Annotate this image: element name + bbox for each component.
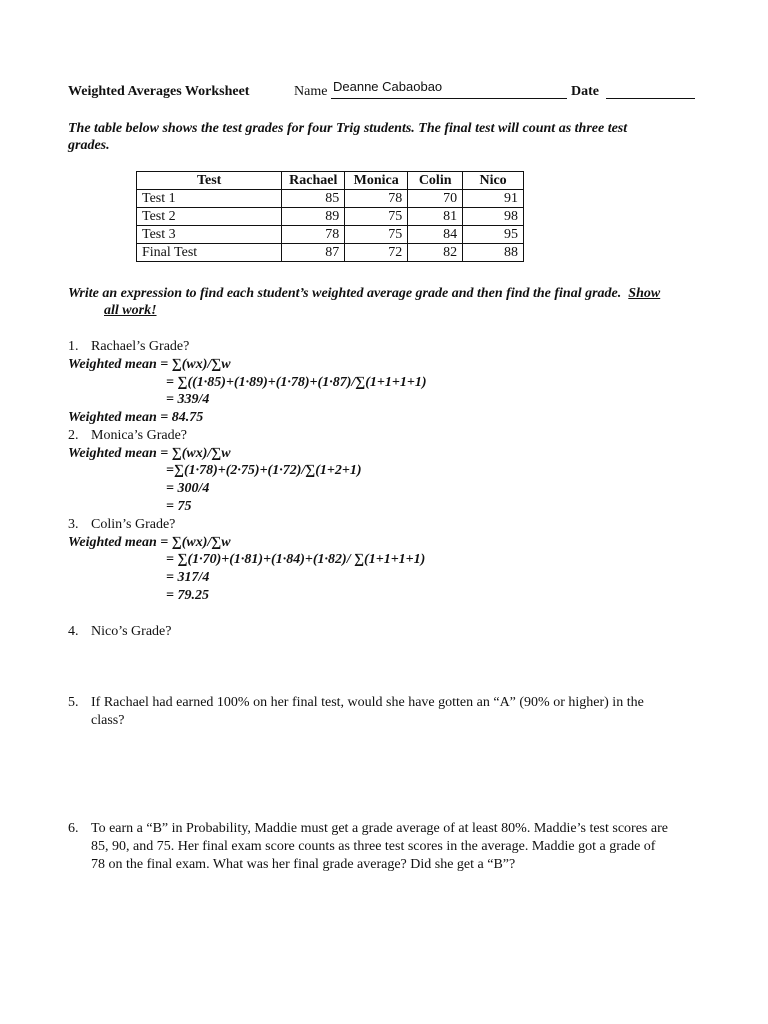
q1-work-line-3: = 339/4 xyxy=(166,392,210,407)
table-cell: 81 xyxy=(408,208,463,226)
table-cell: 91 xyxy=(463,190,524,208)
date-label: Date xyxy=(571,84,599,99)
column-header: Rachael xyxy=(282,172,345,190)
instruction-text: Write an expression to find each student’s weighted average grade and then find the final grade. xyxy=(68,286,622,301)
question-4-number: 4. xyxy=(68,624,79,639)
table-cell: Test 2 xyxy=(137,208,282,226)
table-row xyxy=(137,226,524,244)
name-value: Deanne Cabaobao xyxy=(333,79,443,94)
question-6-number: 6. xyxy=(68,821,79,836)
q3-work-line-1: Weighted mean = ∑(wx)/∑w xyxy=(68,535,231,550)
table-cell: Test 3 xyxy=(137,226,282,244)
q2-work-line-2: =∑(1·78)+(2·75)+(1·72)/∑(1+2+1) xyxy=(166,463,362,478)
q2-work-line-4: = 75 xyxy=(166,499,192,514)
table-cell: 98 xyxy=(463,208,524,226)
question-4-text: Nico’s Grade? xyxy=(91,624,172,639)
question-6-line-2: 85, 90, and 75. Her final exam score counts as three test scores in the average. Maddie got a grade of xyxy=(91,839,656,854)
column-header: Colin xyxy=(408,172,463,190)
table-cell: 88 xyxy=(463,244,524,262)
question-6-line-3: 78 on the final exam. What was her final grade average? Did she get a “B”? xyxy=(91,857,516,872)
question-1-number: 1. xyxy=(68,339,79,354)
q2-work-line-1: Weighted mean = ∑(wx)/∑w xyxy=(68,446,231,461)
table-cell: Test 1 xyxy=(137,190,282,208)
table-cell: 72 xyxy=(345,244,408,262)
table-cell: 95 xyxy=(463,226,524,244)
name-label: Name xyxy=(294,84,328,99)
table-cell: 85 xyxy=(282,190,345,208)
table-cell: 82 xyxy=(408,244,463,262)
intro-line-1: The table below shows the test grades for four Trig students. The final test will count as three test xyxy=(68,121,628,136)
table-cell: 84 xyxy=(408,226,463,244)
question-1-text: Rachael’s Grade? xyxy=(91,339,190,354)
column-header: Monica xyxy=(345,172,408,190)
table-cell: 87 xyxy=(282,244,345,262)
question-2-number: 2. xyxy=(68,428,79,443)
question-5-line-2: class? xyxy=(91,713,125,728)
table-cell: 78 xyxy=(345,190,408,208)
q1-work-line-2: = ∑((1·85)+(1·89)+(1·78)+(1·87)/∑(1+1+1+1) xyxy=(166,375,427,390)
column-header: Nico xyxy=(463,172,524,190)
table-row xyxy=(137,244,524,262)
instruction-show: Show xyxy=(628,286,661,301)
table-row xyxy=(137,190,524,208)
name-line xyxy=(331,98,567,99)
question-3-number: 3. xyxy=(68,517,79,532)
table-cell: 89 xyxy=(282,208,345,226)
table-cell: 70 xyxy=(408,190,463,208)
intro-line-2: grades. xyxy=(68,138,110,153)
table-cell: Final Test xyxy=(137,244,282,262)
table-cell: 75 xyxy=(345,226,408,244)
q1-work-line-1: Weighted mean = ∑(wx)/∑w xyxy=(68,357,231,372)
q3-work-line-3: = 317/4 xyxy=(166,570,210,585)
worksheet-title: Weighted Averages Worksheet xyxy=(68,84,250,99)
question-2-text: Monica’s Grade? xyxy=(91,428,188,443)
q3-work-line-4: = 79.25 xyxy=(166,588,209,603)
table-cell: 78 xyxy=(282,226,345,244)
column-header: Test xyxy=(137,172,282,190)
question-5-line-1: If Rachael had earned 100% on her final test, would she have gotten an “A” (90% or higher) in the xyxy=(91,695,644,710)
table-header-row xyxy=(137,172,524,190)
date-line xyxy=(606,98,695,99)
question-5-number: 5. xyxy=(68,695,79,710)
instruction-all-work: all work! xyxy=(104,303,157,318)
table-row xyxy=(137,208,524,226)
question-3-text: Colin’s Grade? xyxy=(91,517,176,532)
grades-table xyxy=(136,171,524,262)
q3-work-line-2: = ∑(1·70)+(1·81)+(1·84)+(1·82)/ ∑(1+1+1+1) xyxy=(166,552,426,567)
table-cell: 75 xyxy=(345,208,408,226)
q2-work-line-3: = 300/4 xyxy=(166,481,210,496)
question-6-line-1: To earn a “B” in Probability, Maddie must get a grade average of at least 80%. Maddie’s test scores are xyxy=(91,821,668,836)
q1-work-line-4: Weighted mean = 84.75 xyxy=(68,410,204,425)
instruction-line xyxy=(68,285,660,303)
